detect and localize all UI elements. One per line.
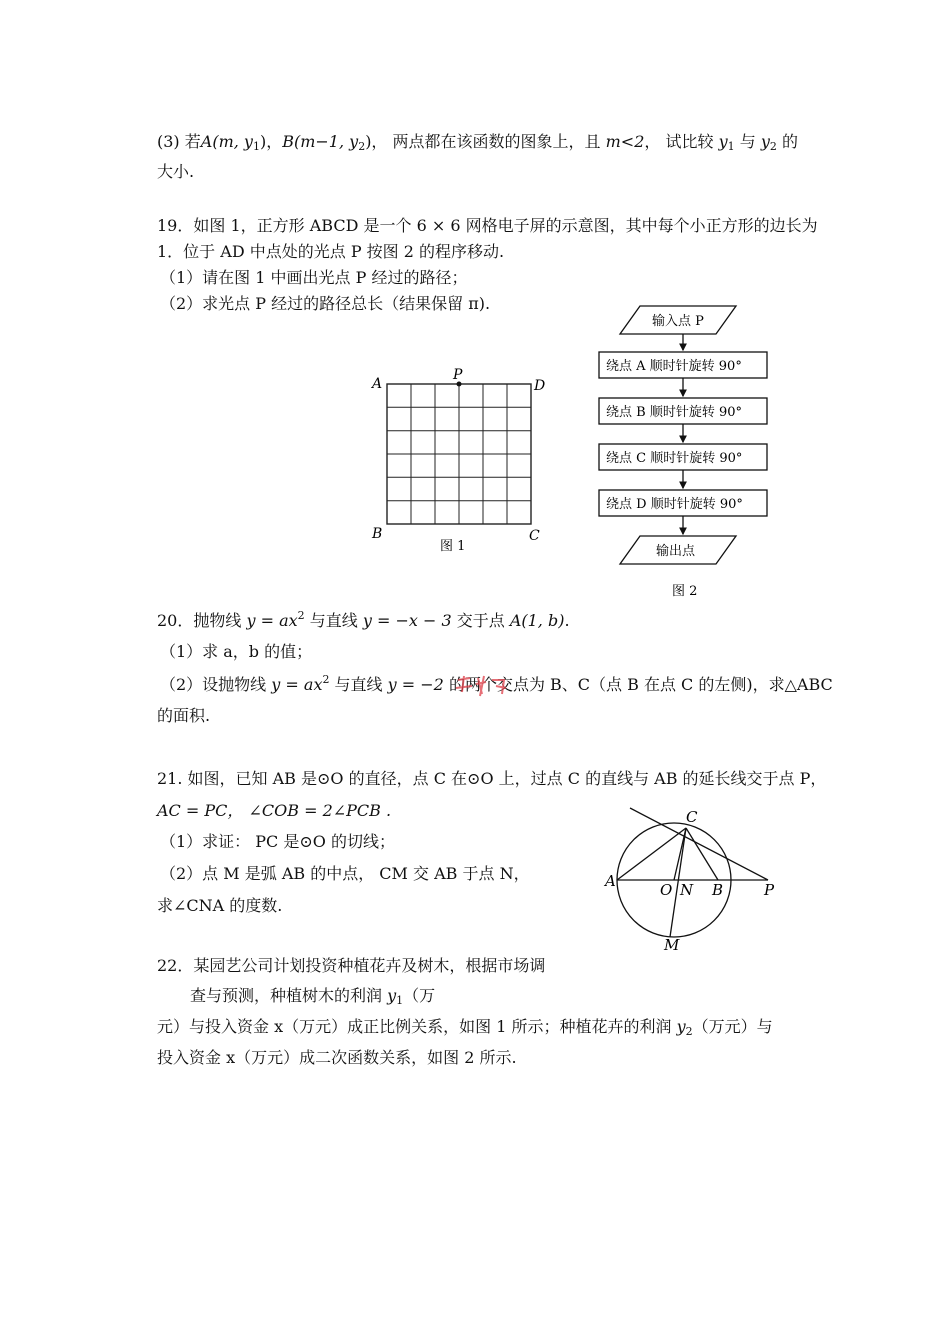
q18-part3-line2: 大小. <box>157 162 195 181</box>
q19-part1: （1）请在图 1 中画出光点 P 经过的路径； <box>160 268 468 287</box>
q21-part1: （1）求证： PC 是⊙O 的切线； <box>160 832 395 851</box>
q20-part1: （1）求 a，b 的值； <box>160 642 313 661</box>
q21-line1: 21. 如图，已知 AB 是⊙O 的直径，点 C 在⊙O 上，过点 C 的直线与 AB 的延长线交于点 P， <box>157 769 827 788</box>
label-b: B <box>712 881 724 899</box>
q21-circle-figure <box>600 800 790 955</box>
step-label-3: 绕点 C 顺时针旋转 90° <box>606 451 743 466</box>
q19-fig2-flowchart <box>590 300 790 605</box>
label-d: D <box>534 378 546 394</box>
q19-line1: 19．如图 1，正方形 ABCD 是一个 6 × 6 网格电子屏的示意图，其中每个小正方形的边长为 <box>157 216 818 235</box>
q22-line1: 22．某园艺公司计划投资种植花卉及树木，根据市场调 <box>157 956 546 975</box>
tangent-line <box>630 808 768 880</box>
segment-cb <box>686 828 718 880</box>
step-label-1: 绕点 A 顺时针旋转 90° <box>606 359 742 374</box>
q21-part2: （2）点 M 是弧 AB 的中点， CM 交 AB 于点 N， <box>160 864 530 883</box>
q19-line2: 1．位于 AD 中点处的光点 P 按图 2 的程序移动. <box>157 242 505 261</box>
label-a: A <box>605 872 616 890</box>
label-m: M <box>664 936 680 954</box>
label-n: N <box>680 881 694 899</box>
q19-fig1-grid <box>360 360 560 560</box>
q21-part2-b: 求∠CNA 的度数. <box>157 896 283 915</box>
label-b: B <box>372 526 383 542</box>
q22-line2: 查与预测，种植树木的利润 $y_1$（万 <box>190 986 436 1007</box>
q21-line2: AC = PC， ∠COB = 2∠PCB . <box>157 801 392 820</box>
step-label-2: 绕点 B 顺时针旋转 90° <box>606 405 742 420</box>
label-p: P <box>453 367 463 383</box>
output-label: 输出点 <box>656 544 696 559</box>
label-c: C <box>529 528 540 544</box>
label-a: A <box>372 376 383 392</box>
red-stamp-mark <box>452 672 512 702</box>
fig1-caption: 图 1 <box>440 539 466 554</box>
q18-part3-line1: (3) 若A(m, $y_1$)，B(m−1, $y_2$)， 两点都在该函数的图象上，且 m<2， 试比较 $y_1$ 与 $y_2$ 的 <box>157 132 798 153</box>
grid-lines <box>387 384 531 524</box>
q22-line3: 元）与投入资金 x（万元）成正比例关系，如图 1 所示；种植花卉的利润 $y_2$（万元）与 <box>157 1017 773 1038</box>
step-label-4: 绕点 D 顺时针旋转 90° <box>606 497 743 512</box>
q19-part2: （2）求光点 P 经过的路径总长（结果保留 π). <box>160 294 491 313</box>
label-c: C <box>686 808 698 826</box>
fig2-caption: 图 2 <box>672 584 698 599</box>
q22-line4: 投入资金 x（万元）成二次函数关系，如图 2 所示. <box>157 1048 517 1067</box>
input-label: 输入点 P <box>652 314 704 329</box>
q20-line1: 20．抛物线 $y = ax^2$ 与直线 y = −x − 3 交于点 A(1, b). <box>157 609 570 630</box>
label-o: O <box>660 881 673 899</box>
q20-line-last: 的面积. <box>157 706 211 725</box>
q20-part2: （2）设抛物线 $y = ax^2$ 与直线 y = −2 的两个交点为 B、C（点 B 在点 C 的左侧)，求△ABC <box>160 673 833 694</box>
label-p: P <box>764 881 775 899</box>
